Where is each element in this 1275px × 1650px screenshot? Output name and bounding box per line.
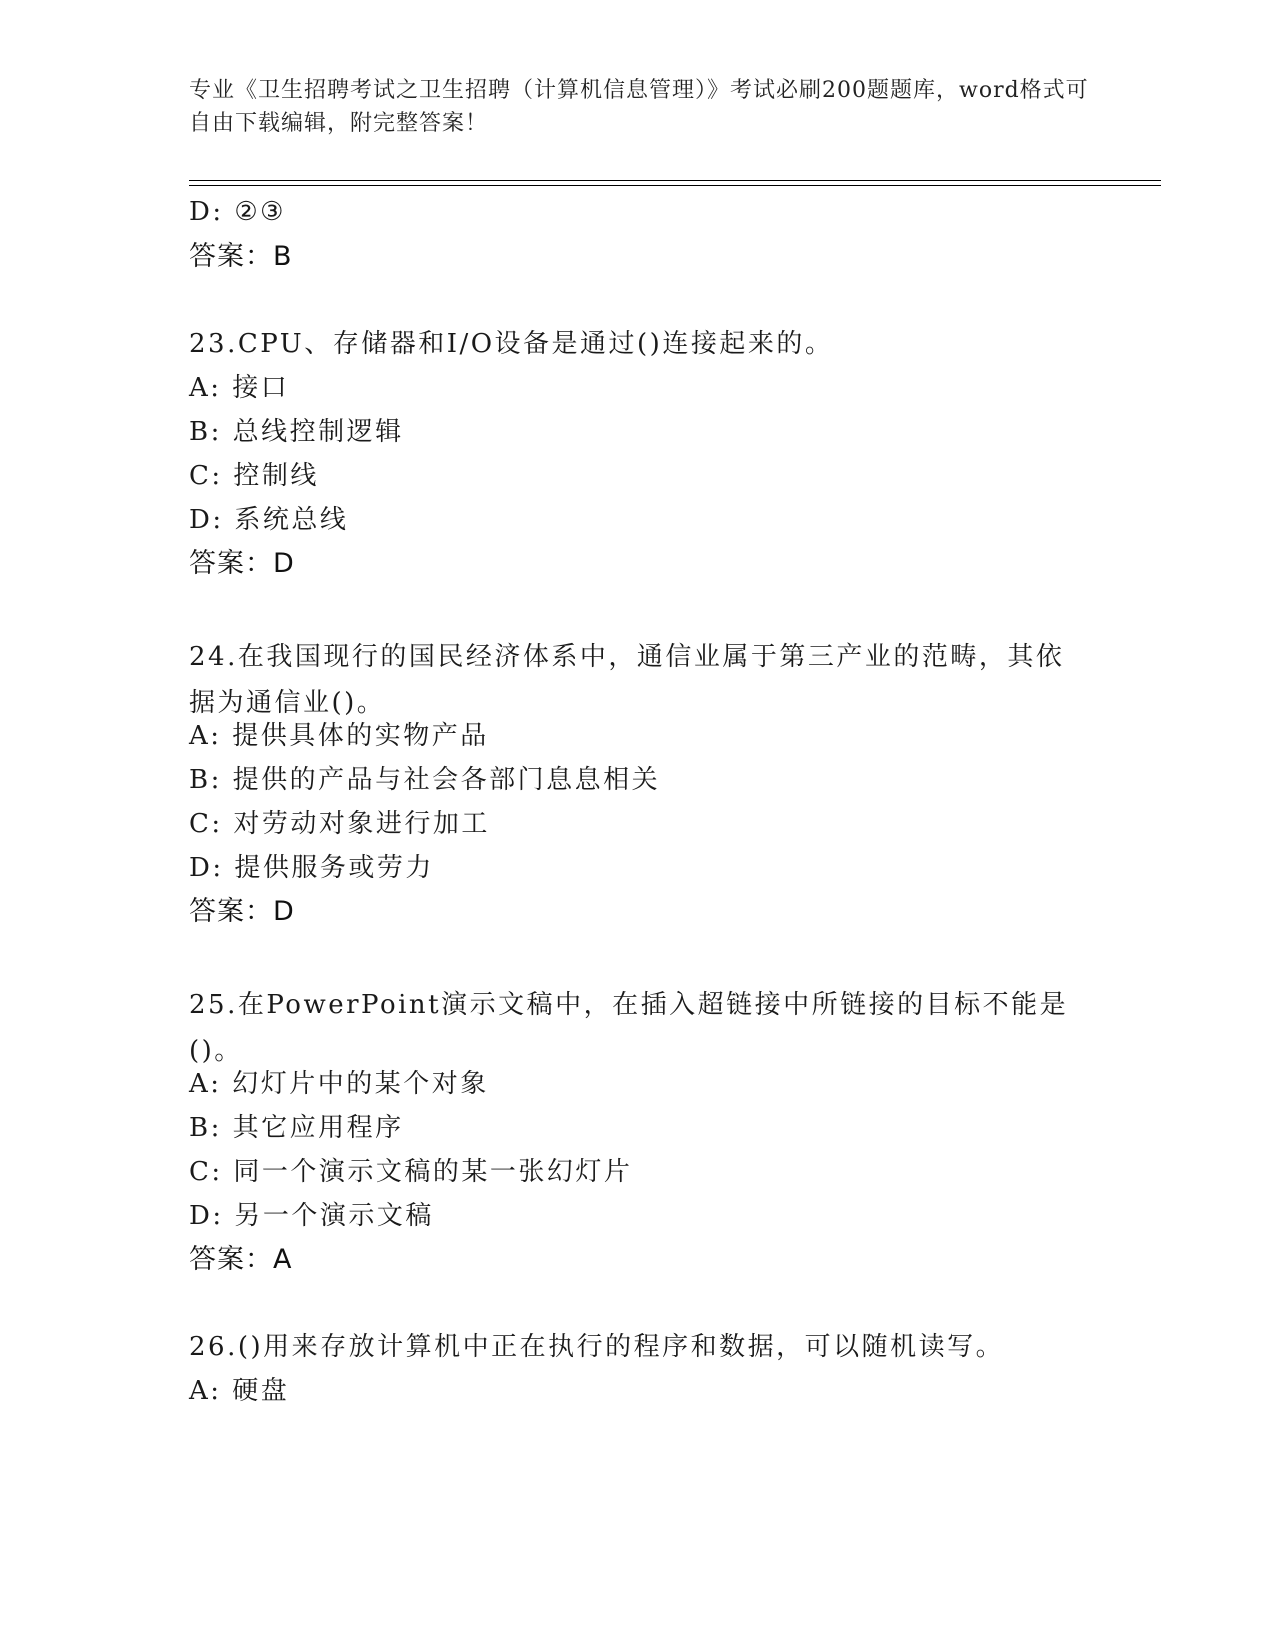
- q23-question: 23.CPU、存储器和I/O设备是通过()连接起来的。: [189, 329, 834, 359]
- q23-option-d: D: 系统总线: [189, 505, 349, 535]
- q24-option-c: C: 对劳动对象进行加工: [189, 809, 490, 839]
- q24-question: 24.在我国现行的国民经济体系中，通信业属于第三产业的范畴，其依据为通信业()。: [189, 642, 1065, 718]
- q26-question: 26.()用来存放计算机中正在执行的程序和数据，可以随机读写。: [189, 1332, 1005, 1362]
- q25-question: 25.在PowerPoint演示文稿中，在插入超链接中所链接的目标不能是()。: [189, 990, 1069, 1066]
- q25-option-c: C: 同一个演示文稿的某一张幻灯片: [189, 1157, 633, 1187]
- q23-answer: 答案：D: [189, 548, 295, 579]
- q22-option-d: D: ②③: [189, 197, 286, 227]
- q24-option-d: D: 提供服务或劳力: [189, 853, 434, 883]
- q23-option-c: C: 控制线: [189, 461, 319, 491]
- q25-answer: 答案：A: [189, 1244, 293, 1275]
- q23-option-a: A: 接口: [189, 373, 290, 403]
- header-rule-top: [189, 180, 1161, 181]
- q24-option-a: A: 提供具体的实物产品: [189, 721, 489, 751]
- q24-option-b: B: 提供的产品与社会各部门息息相关: [189, 765, 661, 795]
- q24-answer: 答案：D: [189, 896, 295, 927]
- document-header: 专业《卫生招聘考试之卫生招聘（计算机信息管理）》考试必刷200题题库，word格式可自由下载编辑，附完整答案！: [189, 78, 1089, 136]
- q25-option-a: A: 幻灯片中的某个对象: [189, 1069, 489, 1099]
- q26-option-a: A: 硬盘: [189, 1376, 290, 1406]
- q25-option-d: D: 另一个演示文稿: [189, 1201, 434, 1231]
- q25-option-b: B: 其它应用程序: [189, 1113, 404, 1143]
- header-rule-bottom: [189, 185, 1161, 186]
- q23-option-b: B: 总线控制逻辑: [189, 417, 404, 447]
- q22-answer: 答案：B: [189, 241, 293, 272]
